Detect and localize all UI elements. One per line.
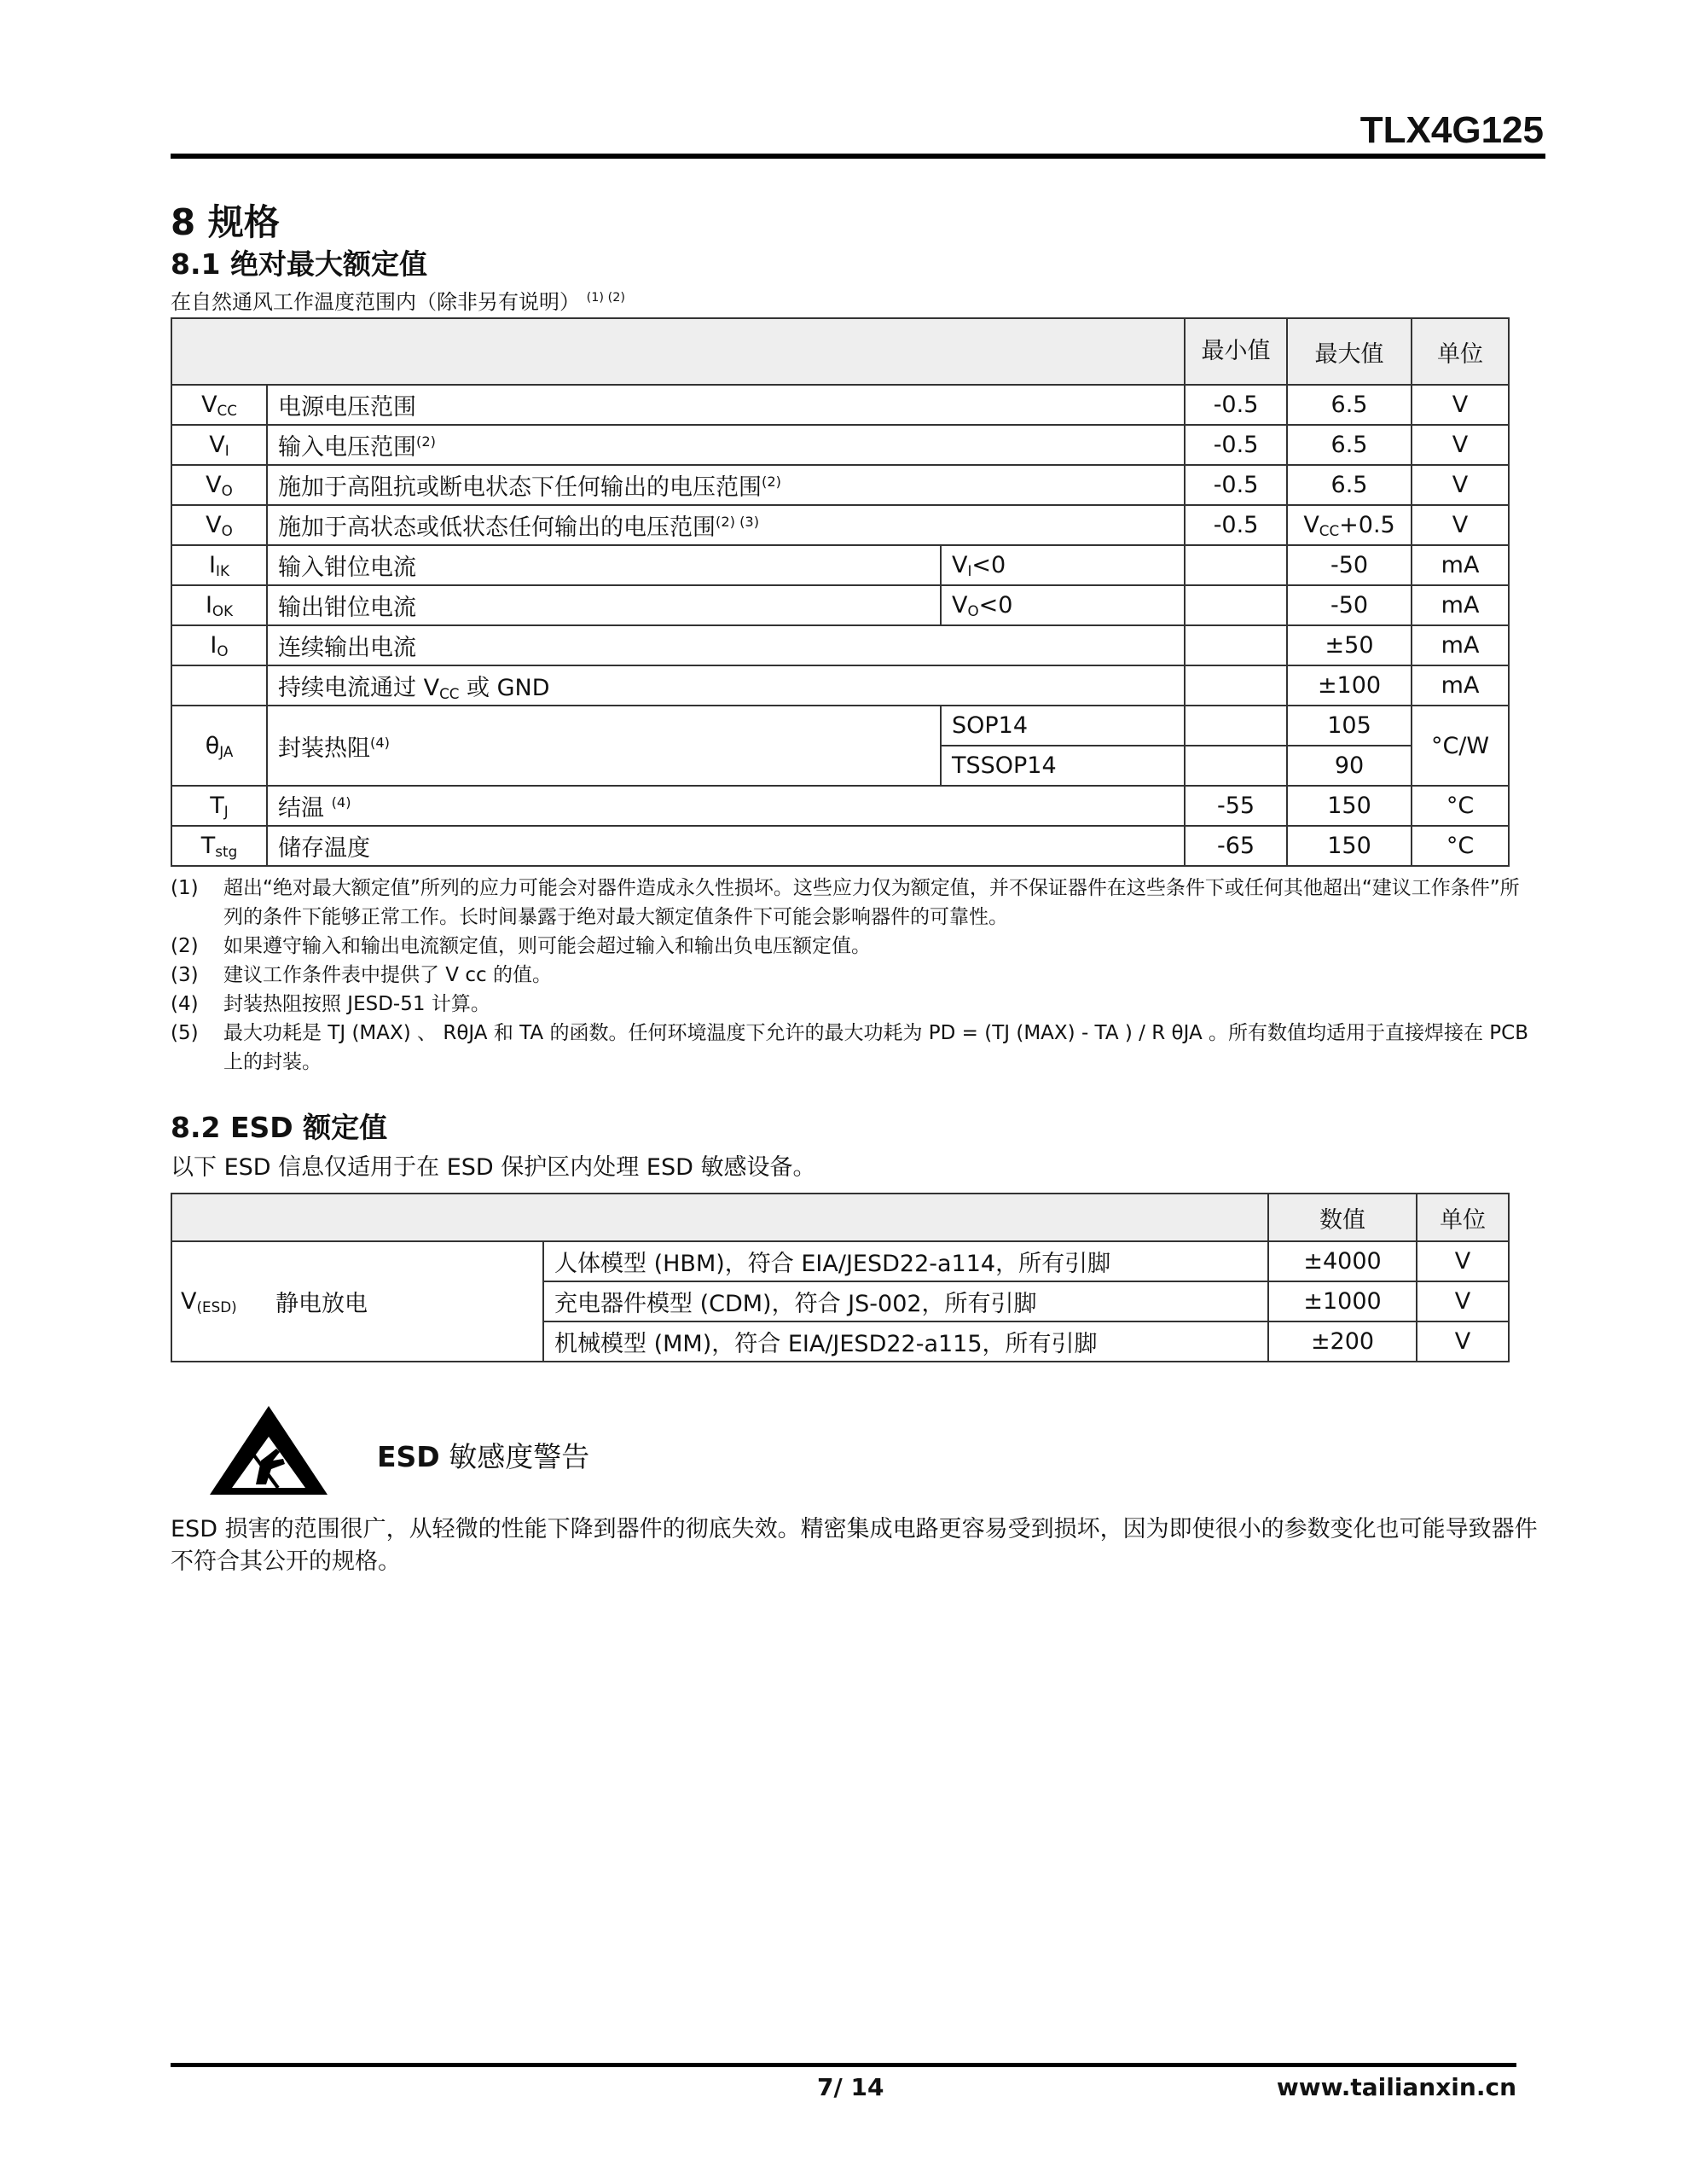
esd-warning-text: ESD 损害的范围很广，从轻微的性能下降到器件的彻底失效。精密集成电路更容易受到损坏，因为即使很小的参数变化也可能导致器件不符合其公开的规格。: [171, 1516, 1538, 1575]
header-rule: [171, 154, 1545, 159]
condition: $V_I<0$: [941, 545, 1185, 585]
min-value: [1185, 585, 1287, 625]
symbol: [171, 665, 267, 706]
parameter: 输入钳位电流: [267, 545, 941, 585]
unit: V: [1417, 1281, 1509, 1321]
symbol: $T_J$: [171, 786, 267, 826]
min-value: [1185, 746, 1287, 786]
esd-rating-subtitle: 以下 ESD 信息仅适用于在 ESD 保护区内处理 ESD 敏感设备。: [171, 1154, 816, 1181]
max-value: 6.5: [1287, 425, 1412, 465]
section-title: 8 规格: [171, 201, 280, 243]
min-value: -0.5: [1185, 465, 1287, 505]
table-row: [171, 786, 1509, 826]
model: 机械模型 (MM)，符合 EIA/JESD22-a115，所有引脚: [543, 1321, 1268, 1362]
value: ±1000: [1268, 1281, 1417, 1321]
unit: °C: [1412, 826, 1509, 866]
parameter: 持续电流通过 $V_{CC}$ 或 GND: [267, 665, 1185, 706]
table-row: [171, 706, 1509, 746]
abs-max-title: 8.1 绝对最大额定值: [171, 247, 427, 281]
document-title: TLX4G125: [1359, 109, 1544, 151]
unit: V: [1412, 505, 1509, 545]
symbol: $V_{CC}$: [171, 385, 267, 425]
table-row: [171, 585, 1509, 625]
table-header-row: [171, 1194, 1509, 1241]
max-value: 90: [1287, 746, 1412, 786]
max-value: -50: [1287, 545, 1412, 585]
max-value: $V_{CC}+0.5$: [1287, 505, 1412, 545]
symbol: $V_O$: [171, 505, 267, 545]
symbol: $I_{OK}$: [171, 585, 267, 625]
parameter: 结温 $^{(4)}$: [267, 786, 1185, 826]
unit: V: [1412, 425, 1509, 465]
max-value: 105: [1287, 706, 1412, 746]
unit: mA: [1412, 625, 1509, 665]
parameter: 静电放电: [265, 1241, 543, 1362]
unit: mA: [1412, 585, 1509, 625]
parameter: 施加于高阻抗或断电状态下任何输出的电压范围$^{(2)}$: [267, 465, 1185, 505]
footnote: (5) 最大功耗是 TJ (MAX) 、 RθJA 和 TA 的函数。任何环境温度下允许的最大功耗为 PD = (TJ (MAX) - TA ) / R θJA 。所有数值均适用于直接焊接在 PCB 上的封装。: [171, 1022, 1529, 1073]
max-value: 150: [1287, 826, 1412, 866]
table-row: [171, 505, 1509, 545]
esd-rating-title: 8.2 ESD 额定值: [171, 1111, 388, 1144]
footer-rule: [171, 2063, 1516, 2067]
footnote: (2) 如果遵守输入和输出电流额定值，则可能会超过输入和输出负电压额定值。: [171, 935, 871, 957]
model: 人体模型 (HBM)，符合 EIA/JESD22-a114，所有引脚: [543, 1241, 1268, 1281]
package: TSSOP14: [941, 746, 1185, 786]
footnote: (4) 封装热阻按照 JESD-51 计算。: [171, 993, 490, 1015]
parameter: 连续输出电流: [267, 625, 1185, 665]
symbol: $I_O$: [171, 625, 267, 665]
min-value: -0.5: [1185, 385, 1287, 425]
table-row: [171, 545, 1509, 585]
footnote: (1) 超出“绝对最大额定值”所列的应力可能会对器件造成永久性损坏。这些应力仅为额定值，并不保证器件在这些条件下或任何其他超出“建议工作条件”所列的条件下能够正常工作。长时间暴露于绝对最大额定值条件下可能会影响器件的可靠性。: [171, 877, 1520, 928]
unit: V: [1412, 465, 1509, 505]
header-unit: 单位: [1417, 1194, 1509, 1241]
parameter: 电源电压范围: [267, 385, 1185, 425]
header-unit: 单位: [1412, 318, 1509, 385]
header-max: 最大值: [1287, 318, 1412, 385]
model: 充电器件模型 (CDM)，符合 JS-002，所有引脚: [543, 1281, 1268, 1321]
table-row: [171, 425, 1509, 465]
parameter: 输入电压范围$^{(2)}$: [267, 425, 1185, 465]
max-value: -50: [1287, 585, 1412, 625]
value: ±4000: [1268, 1241, 1417, 1281]
max-value: 6.5: [1287, 385, 1412, 425]
min-value: [1185, 665, 1287, 706]
value: ±200: [1268, 1321, 1417, 1362]
table-row: [171, 665, 1509, 706]
min-value: -0.5: [1185, 425, 1287, 465]
table-row: [171, 826, 1509, 866]
min-value: -55: [1185, 786, 1287, 826]
table-row: [171, 385, 1509, 425]
page-number: 7/ 14: [817, 2073, 884, 2101]
table-row: [171, 1241, 1509, 1281]
symbol: $I_{IK}$: [171, 545, 267, 585]
parameter: 输出钳位电流: [267, 585, 941, 625]
esd-warning-icon: [205, 1399, 333, 1500]
symbol: $V_O$: [171, 465, 267, 505]
abs-max-subtitle: 在自然通风工作温度范围内（除非另有说明） $^{(1) (2)}$: [171, 290, 625, 314]
symbol: $V_I$: [171, 425, 267, 465]
unit: mA: [1412, 545, 1509, 585]
header-value: 数值: [1268, 1194, 1417, 1241]
min-value: [1185, 545, 1287, 585]
unit: °C: [1412, 786, 1509, 826]
esd-warning-title: ESD 敏感度警告: [377, 1440, 590, 1473]
parameter: 储存温度: [267, 826, 1185, 866]
footnotes: [171, 874, 1535, 1077]
min-value: -0.5: [1185, 505, 1287, 545]
header-min: 最小值: [1185, 318, 1287, 385]
unit: V: [1412, 385, 1509, 425]
max-value: 6.5: [1287, 465, 1412, 505]
parameter: 施加于高状态或低状态任何输出的电压范围$^{(2) (3)}$: [267, 505, 1185, 545]
symbol: $\theta_{JA}$: [171, 706, 267, 786]
table-header-row: [171, 318, 1509, 385]
unit: V: [1417, 1241, 1509, 1281]
esd-rating-table: [171, 1193, 1510, 1362]
package: SOP14: [941, 706, 1185, 746]
unit: V: [1417, 1321, 1509, 1362]
max-value: ±100: [1287, 665, 1412, 706]
symbol: $T_{stg}$: [171, 826, 267, 866]
condition: $V_O<0$: [941, 585, 1185, 625]
parameter: 封装热阻$^{(4)}$: [267, 706, 941, 786]
table-row: [171, 465, 1509, 505]
table-row: [171, 625, 1509, 665]
min-value: -65: [1185, 826, 1287, 866]
symbol: $V_{(ESD)}$: [171, 1241, 265, 1362]
unit: °C/W: [1412, 706, 1509, 786]
max-value: ±50: [1287, 625, 1412, 665]
website-link[interactable]: www.tailianxin.cn: [1276, 2073, 1516, 2101]
min-value: [1185, 706, 1287, 746]
abs-max-table: [171, 317, 1510, 867]
unit: mA: [1412, 665, 1509, 706]
min-value: [1185, 625, 1287, 665]
footnote: (3) 建议工作条件表中提供了 V cc 的值。: [171, 964, 552, 986]
max-value: 150: [1287, 786, 1412, 826]
